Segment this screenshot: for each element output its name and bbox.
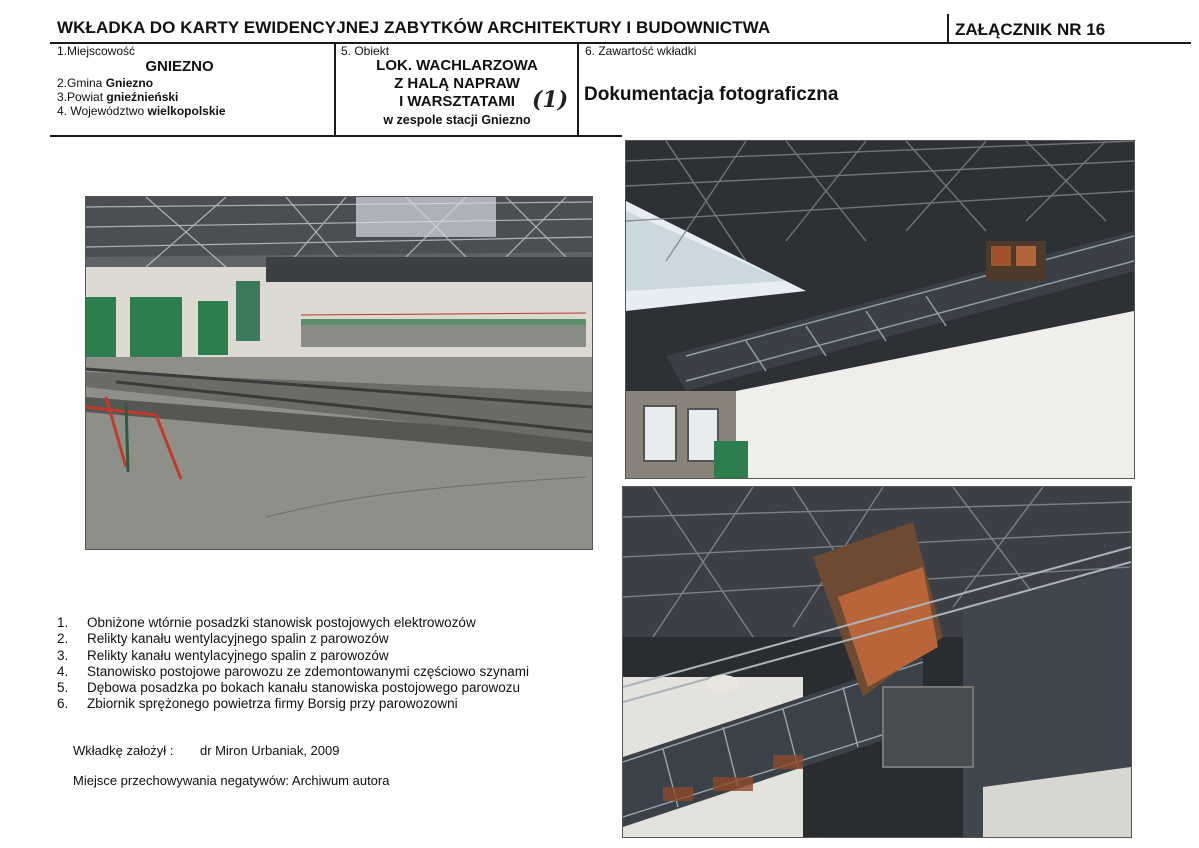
caption-number: 5. xyxy=(57,680,69,696)
contents-label: 6. Zawartość wkładki xyxy=(585,44,697,58)
caption-text: Relikty kanału wentylacyjnego spalin z parowozów xyxy=(87,647,389,663)
photo-roof-gantry xyxy=(625,140,1135,479)
column-divider-1 xyxy=(334,42,336,136)
founder-label: Wkładkę założył : xyxy=(73,743,174,758)
photo-icon xyxy=(626,141,1134,478)
object-label: 5. Obiekt xyxy=(341,44,390,58)
caption-number: 6. xyxy=(57,696,69,712)
photo-icon xyxy=(86,197,592,549)
object-line-2: Z HALĄ NAPRAW xyxy=(394,75,520,92)
caption-text: Dębowa posadzka po bokach kanału stanowiska postojowego parowozu xyxy=(87,680,521,696)
photo-captions xyxy=(57,615,529,713)
voivodeship-row xyxy=(57,104,226,118)
object-line-4: w zespole stacji Gniezno xyxy=(383,113,531,127)
voivodeship-label: 4. Województwo xyxy=(57,104,145,118)
commune-value: Gniezno xyxy=(105,76,154,90)
object-line-1: LOK. WACHLARZOWA xyxy=(376,57,538,74)
annex-number: ZAŁĄCZNIK NR 16 xyxy=(955,20,1106,39)
caption-item xyxy=(57,680,529,696)
photo-icon xyxy=(623,487,1131,837)
negatives-storage: Miejsce przechowywania negatywów: Archiwum autora xyxy=(73,773,390,788)
caption-item xyxy=(57,615,529,631)
caption-item xyxy=(57,696,529,712)
caption-number: 4. xyxy=(57,663,69,679)
contents-value: Dokumentacja fotograficzna xyxy=(584,84,839,105)
page-title: WKŁADKA DO KARTY EWIDENCYJNEJ ZABYTKÓW ARCHITEKTURY I BUDOWNICTWA xyxy=(57,18,771,37)
caption-number: 3. xyxy=(57,647,69,663)
caption-item xyxy=(57,631,529,647)
caption-text: Stanowisko postojowe parowozu ze zdemontowanymi częściowo szynami xyxy=(87,663,529,679)
county-value: gnieźnieński xyxy=(106,90,179,104)
photo-air-tank xyxy=(622,486,1132,838)
column-divider-2 xyxy=(577,42,579,136)
sheet-number-handwritten: (1) xyxy=(532,87,569,113)
commune-row xyxy=(57,76,153,90)
town-label: 1.Miejscowość xyxy=(57,44,136,58)
county-label: 3.Powiat xyxy=(57,90,104,104)
caption-text: Zbiornik sprężonego powietrza firmy Borsig przy parowozowni xyxy=(87,696,458,712)
caption-text: Obniżone wtórnie posadzki stanowisk postojowych elektrowozów xyxy=(87,615,476,630)
caption-text: Relikty kanału wentylacyjnego spalin z parowozów xyxy=(87,631,389,647)
county-row xyxy=(57,90,178,104)
commune-label: 2.Gmina xyxy=(57,76,103,90)
photo-hall-floor xyxy=(85,196,593,550)
annex-divider xyxy=(947,14,949,44)
object-line-3: I WARSZTATAMI xyxy=(399,93,515,110)
caption-item xyxy=(57,664,529,680)
town-name: GNIEZNO xyxy=(145,58,214,75)
caption-number: 2. xyxy=(57,631,69,647)
caption-item xyxy=(57,648,529,664)
caption-number: 1. xyxy=(57,615,69,630)
voivodeship-value: wielkopolskie xyxy=(147,104,226,118)
founder-value: dr Miron Urbaniak, 2009 xyxy=(200,743,340,758)
header-bottom-rule xyxy=(50,135,622,137)
